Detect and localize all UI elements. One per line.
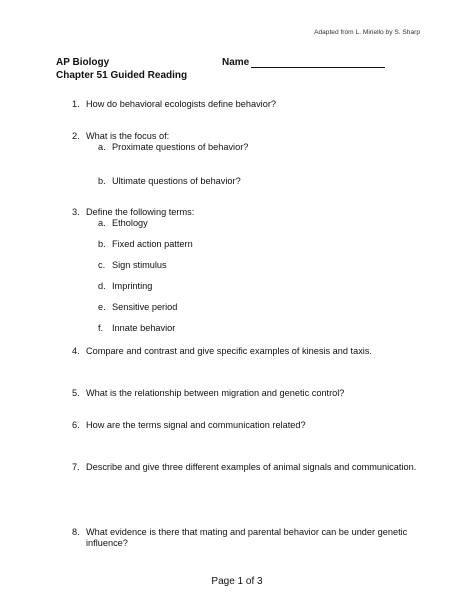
course-title: AP Biology (56, 57, 110, 68)
question-number: 2. (72, 131, 80, 141)
sub-letter: a. (98, 218, 106, 228)
sub-text: Ultimate questions of behavior? (112, 176, 241, 186)
question-number: 3. (72, 207, 80, 217)
question-number: 1. (72, 99, 80, 109)
sub-letter: c. (98, 260, 106, 270)
sub-letter: a. (98, 142, 106, 152)
sub-text: Innate behavior (112, 323, 176, 333)
sub-text: Proximate questions of behavior? (112, 142, 249, 152)
question-text: How are the terms signal and communication related? (86, 420, 306, 430)
sub-letter: f. (98, 323, 104, 333)
question-number: 4. (72, 346, 80, 356)
question-text: What is the relationship between migration and genetic control? (86, 388, 345, 398)
question-text: Compare and contrast and give specific examples of kinesis and taxis. (86, 346, 372, 356)
page-number: Page 1 of 3 (211, 576, 263, 587)
guide-title: Chapter 51 Guided Reading (56, 70, 188, 81)
question-text: Describe and give three different examples of animal signals and communication. (86, 462, 417, 472)
sub-text: Sign stimulus (112, 260, 167, 270)
question-number: 8. (72, 527, 80, 537)
attribution-text: Adapted from L. Miriello by S. Sharp (314, 29, 420, 36)
question-text: Define the following terms: (86, 207, 195, 217)
question-number: 5. (72, 388, 80, 398)
sub-letter: d. (98, 281, 106, 291)
sub-letter: b. (98, 176, 106, 186)
sub-text: Imprinting (112, 281, 153, 291)
name-blank-line[interactable] (251, 67, 385, 68)
question-text: How do behavioral ecologists define behavior? (86, 99, 276, 109)
question-text-line2: influence? (86, 538, 128, 548)
sub-text: Ethology (112, 218, 148, 228)
question-number: 7. (72, 462, 80, 472)
sub-letter: b. (98, 239, 106, 249)
question-text: What is the focus of: (86, 131, 170, 141)
sub-text: Sensitive period (112, 302, 178, 312)
question-number: 6. (72, 420, 80, 430)
question-text: What evidence is there that mating and parental behavior can be under genetic (86, 527, 408, 537)
name-label: Name (222, 57, 250, 68)
sub-letter: e. (98, 302, 106, 312)
sub-text: Fixed action pattern (112, 239, 193, 249)
